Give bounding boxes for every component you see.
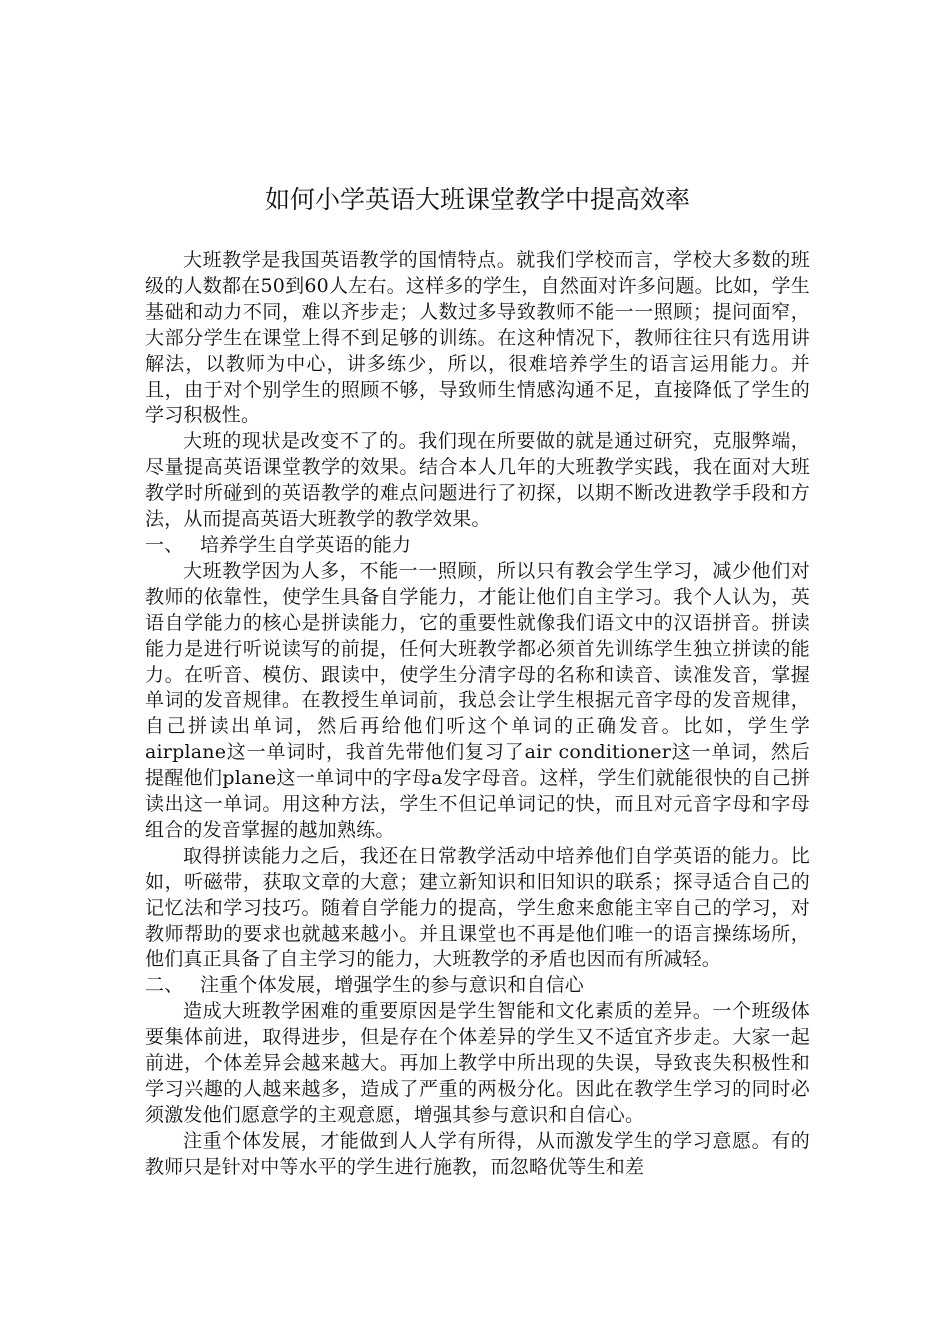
- section-heading-text: 注重个体发展，增强学生的参与意识和自信心: [200, 974, 585, 997]
- section-number: 一、: [145, 533, 184, 556]
- document-body: [145, 248, 810, 1181]
- paragraph-2: 大班的现状是改变不了的。我们现在所要做的就是通过研究，克服弊端，尽量提高英语课堂教学的效果。结合本人几年的大班教学实践，我在面对大班教学时所碰到的英语教学的难点问题进行了初探，以期不断改进教学手段和方法，从而提高英语大班教学的教学效果。: [145, 430, 810, 531]
- paragraph-6: 注重个体发展，才能做到人人学有所得，从而激发学生的学习意愿。有的教师只是针对中等水平的学生进行施教，而忽略优等生和差: [145, 1129, 810, 1178]
- document-page: [145, 0, 810, 1344]
- paragraph-1: 大班教学是我国英语教学的国情特点。就我们学校而言，学校大多数的班级的人数都在50到60人左右。这样多的学生，自然面对许多问题。比如，学生基础和动力不同，难以齐步走；人数过多导致教师不能一一照顾；提问面窄，大部分学生在课堂上得不到足够的训练。在这种情况下，教师往往只有选用讲解法，以教师为中心，讲多练少，所以，很难培养学生的语言运用能力。并且，由于对个别学生的照顾不够，导致师生情感沟通不足，直接降低了学生的学习积极性。: [145, 249, 810, 427]
- document-title: 如何小学英语大班课堂教学中提高效率: [264, 185, 690, 214]
- paragraph-5: 造成大班教学困难的重要原因是学生智能和文化素质的差异。一个班级体要集体前进，取得进步，但是存在个体差异的学生又不适宜齐步走。大家一起前进，个体差异会越来越大。再加上教学中所出现的失误，导致丧失积极性和学习兴趣的人越来越多，造成了严重的两极分化。因此在教学生学习的同时必须激发他们愿意学的主观意愿，增强其参与意识和自信心。: [145, 1000, 810, 1126]
- section-number: 二、: [145, 974, 184, 997]
- paragraph-3: 大班教学因为人多，不能一一照顾，所以只有教会学生学习，减少他们对教师的依靠性，使学生具备自学能力，才能让他们自主学习。我个人认为，英语自学能力的核心是拼读能力，它的重要性就像我们语文中的汉语拼音。拼读能力是进行听说读写的前提，任何大班教学都必须首先训练学生独立拼读的能力。在听音、模仿、跟读中，使学生分清字母的名称和读音、读准发音，掌握单词的发音规律。在教授生单词前，我总会让学生根据元音字母的发音规律，自己拼读出单词，然后再给他们听这个单词的正确发音。比如，学生学airplane这一单词时，我首先带他们复习了air conditioner这一单词，然后提醒他们plane这一单词中的字母a发字母音。这样，学生们就能很快的自己拼读出这一单词。用这种方法，学生不但记单词记的快，而且对元音字母和字母组合的发音掌握的越加熟练。: [145, 559, 810, 841]
- section-heading-2: [145, 973, 810, 999]
- section-heading-1: [145, 533, 810, 559]
- section-heading-text: 培养学生自学英语的能力: [200, 533, 412, 556]
- paragraph-4: 取得拼读能力之后，我还在日常教学活动中培养他们自学英语的能力。比如，听磁带，获取文章的大意；建立新知识和旧知识的联系；探寻适合自己的记忆法和学习技巧。随着自学能力的提高，学生愈来愈能主宰自己的学习，对教师帮助的要求也就越来越小。并且课堂也不再是他们唯一的语言操练场所，他们真正具备了自主学习的能力，大班教学的矛盾也因而有所减轻。: [145, 844, 810, 971]
